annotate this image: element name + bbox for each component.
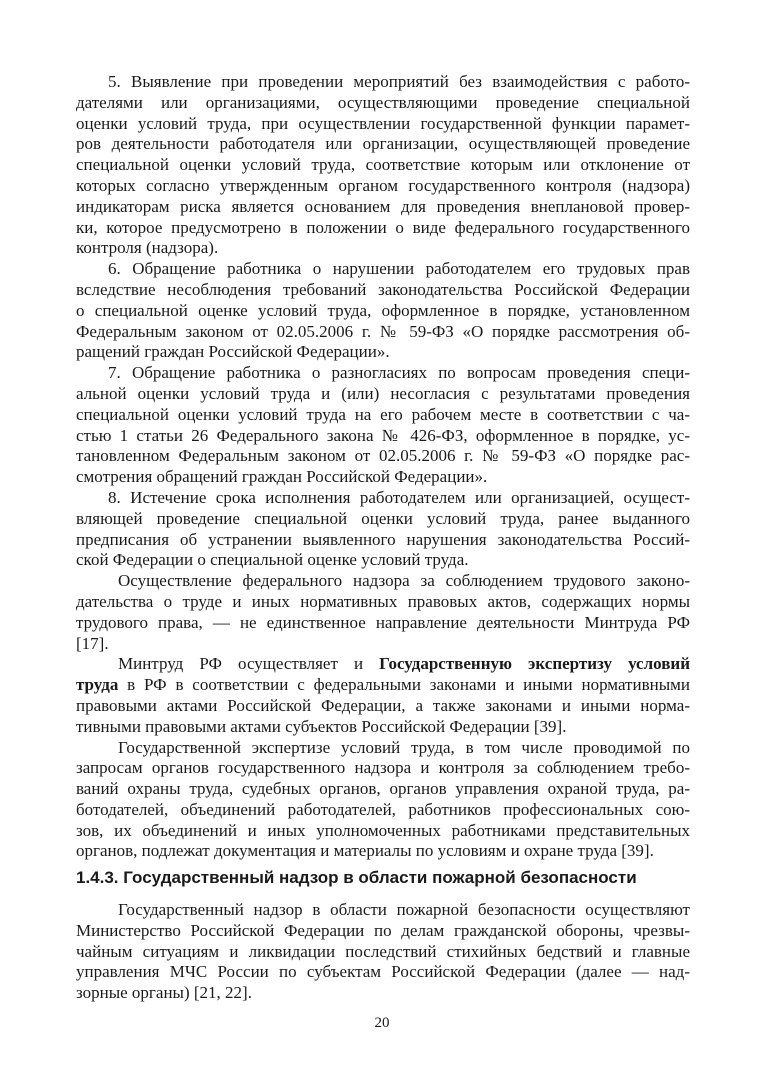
text-line: которых согласно утвержденным органом государственного контроля (надзора) xyxy=(76,175,690,195)
text-line: чайным ситуациям и ликвидации последствий стихийных бедствий и главные xyxy=(76,941,690,961)
text-line: Министерство Российской Федерации по делам гражданской обороны, чрезвы- xyxy=(76,920,690,940)
page-number: 20 xyxy=(374,1015,390,1031)
text-line: стью 1 статьи 26 Федерального закона № 426-ФЗ, оформленное в порядке, ус- xyxy=(76,425,690,445)
paragraph xyxy=(76,654,690,737)
text-line: тивными правовыми актами субъектов Российской Федерации [39]. xyxy=(76,716,567,736)
section-body-text xyxy=(76,900,690,1004)
text-line: органов, подлежат документация и материалы по условиям и охране труда [39]. xyxy=(76,841,654,861)
text-line: дательства о труде и иных нормативных правовых актов, содержащих нормы xyxy=(76,591,690,611)
text-line: 6. Обращение работника о нарушении работодателем его трудовых прав xyxy=(108,259,690,279)
text-line: [17]. xyxy=(76,633,109,653)
text-segment: в РФ в соответствии с федеральными законами и иными нормативными xyxy=(118,675,690,695)
text-line: вследствие несоблюдения требований законодательства Российской Федерации xyxy=(76,279,690,299)
text-line: правовыми актами Российской Федерации, а также законами и иными норма- xyxy=(76,695,690,715)
text-line: трудового права, — не единственное направление деятельности Минтруда РФ xyxy=(76,612,690,632)
text-line: управления МЧС России по субъектам Российской Федерации (далее — над- xyxy=(76,962,690,982)
text-line: Осуществление федерального надзора за соблюдением трудового законо- xyxy=(118,571,690,591)
paragraph xyxy=(76,571,690,654)
text-line: смотрения обращений граждан Российской Федерации». xyxy=(76,467,488,487)
text-line: специальной оценки условий труда на его рабочем месте в соответствии с ча- xyxy=(76,404,690,424)
text-line: о специальной оценке условий труда, оформленное в порядке, установленном xyxy=(76,300,690,320)
text-line: Государственный надзор в области пожарной безопасности осуществляют xyxy=(118,900,690,919)
paragraph xyxy=(76,488,690,571)
paragraph xyxy=(76,259,690,363)
text-line: индикаторам риска является основанием для проведения внеплановой провер- xyxy=(76,196,690,216)
text-line: Федеральным законом от 02.05.2006 г. № 59-ФЗ «О порядке рассмотрения об- xyxy=(76,321,690,341)
text-line: зорные органы) [21, 22]. xyxy=(76,983,252,1003)
text-line xyxy=(76,675,690,696)
text-line: ботодателей, объединений работодателей, работников профессиональных сою- xyxy=(76,799,690,819)
paragraph xyxy=(76,738,690,863)
text-line: специальной оценки условий труда, соответствие которым или отклонение от xyxy=(76,155,690,175)
text-line: зов, их объединений и иных уполномоченных работниками представительных xyxy=(76,820,690,840)
text-line: ской Федерации о специальной оценке условий труда. xyxy=(76,550,469,570)
text-line: ров деятельности работодателя или организации, осуществляющей проведение xyxy=(76,134,690,154)
text-line: дателями или организациями, осуществляющими проведение специальной xyxy=(76,92,690,112)
text-line: контроля (надзора). xyxy=(76,238,219,258)
paragraph xyxy=(76,900,690,1004)
text-segment: Минтруд РФ осуществляет и xyxy=(118,654,380,674)
body-text xyxy=(76,72,690,862)
bold-term: Государственную экспертизу условий xyxy=(379,654,690,674)
text-line: 7. Обращение работника о разногласиях по вопросам проведения специ- xyxy=(108,363,690,383)
text-line xyxy=(76,654,690,675)
text-line: запросам органов государственного надзора и контроля за соблюдением требо- xyxy=(76,758,690,778)
text-line: 8. Истечение срока исполнения работодателем или организацией, осущест- xyxy=(108,487,690,507)
text-line: ращений граждан Российской Федерации». xyxy=(76,342,390,362)
text-line: альной оценки условий труда и (или) несогласия с результатами проведения xyxy=(76,383,690,403)
text-line: ки, которое предусмотрено в положении о виде федерального государственного xyxy=(76,217,690,237)
text-line: оценки условий труда, при осуществлении государственной функции парамет- xyxy=(76,113,690,133)
text-line: тановленном Федеральным законом от 02.05.2006 г. № 59-ФЗ «О порядке рас- xyxy=(76,446,690,466)
text-line: 5. Выявление при проведении мероприятий без взаимодействия с работо- xyxy=(108,72,690,91)
text-line: вляющей проведение специальной оценки условий труда, ранее выданного xyxy=(76,508,690,528)
text-line: ваний охраны труда, судебных органов, органов управления охраной труда, ра- xyxy=(76,779,690,799)
paragraph xyxy=(76,363,690,488)
text-line: Государственной экспертизе условий труда, в том числе проводимой по xyxy=(118,737,690,757)
paragraph xyxy=(76,72,690,259)
text-line: предписания об устранении выявленного нарушения законодательства Россий- xyxy=(76,529,690,549)
section-heading: 1.4.3. Государственный надзор в области пожарной безопасности xyxy=(76,868,637,887)
bold-term: труда xyxy=(76,675,119,695)
